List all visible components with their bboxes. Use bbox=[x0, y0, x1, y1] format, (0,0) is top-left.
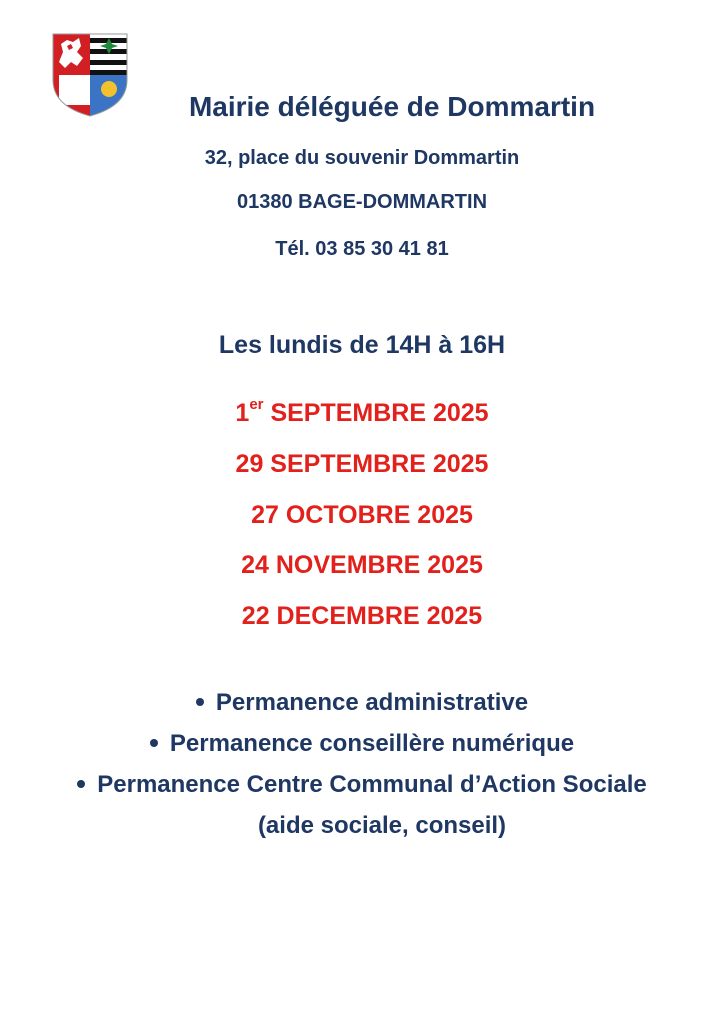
service-label: Permanence administrative bbox=[215, 689, 529, 716]
address-line-2: 01380 BAGE-DOMMARTIN bbox=[236, 191, 488, 213]
date-superscript: er bbox=[249, 395, 264, 413]
date-day: 1 bbox=[235, 399, 250, 427]
date-item: 22 DECEMBRE 2025 bbox=[241, 602, 483, 630]
service-label: Permanence conseillère numérique bbox=[169, 730, 575, 757]
bullet-icon bbox=[196, 698, 204, 706]
bullet-icon bbox=[77, 780, 85, 788]
bullet-icon bbox=[150, 739, 158, 747]
service-note: (aide sociale, conseil) bbox=[257, 812, 507, 839]
service-item bbox=[0, 689, 724, 717]
service-item bbox=[0, 771, 724, 799]
page-title: Mairie déléguée de Dommartin bbox=[188, 91, 596, 122]
address-line-1: 32, place du souvenir Dommartin bbox=[204, 147, 520, 169]
phone-number: Tél. 03 85 30 41 81 bbox=[275, 238, 449, 260]
date-item: 29 SEPTEMBRE 2025 bbox=[235, 450, 489, 478]
date-item bbox=[0, 395, 724, 428]
schedule-heading: Les lundis de 14H à 16H bbox=[218, 331, 506, 359]
service-label: Permanence Centre Communal d’Action Sociale bbox=[97, 771, 647, 798]
date-item: 27 OCTOBRE 2025 bbox=[251, 501, 473, 529]
date-item: 24 NOVEMBRE 2025 bbox=[241, 551, 483, 579]
date-rest: SEPTEMBRE 2025 bbox=[263, 399, 489, 427]
service-item bbox=[0, 730, 724, 758]
